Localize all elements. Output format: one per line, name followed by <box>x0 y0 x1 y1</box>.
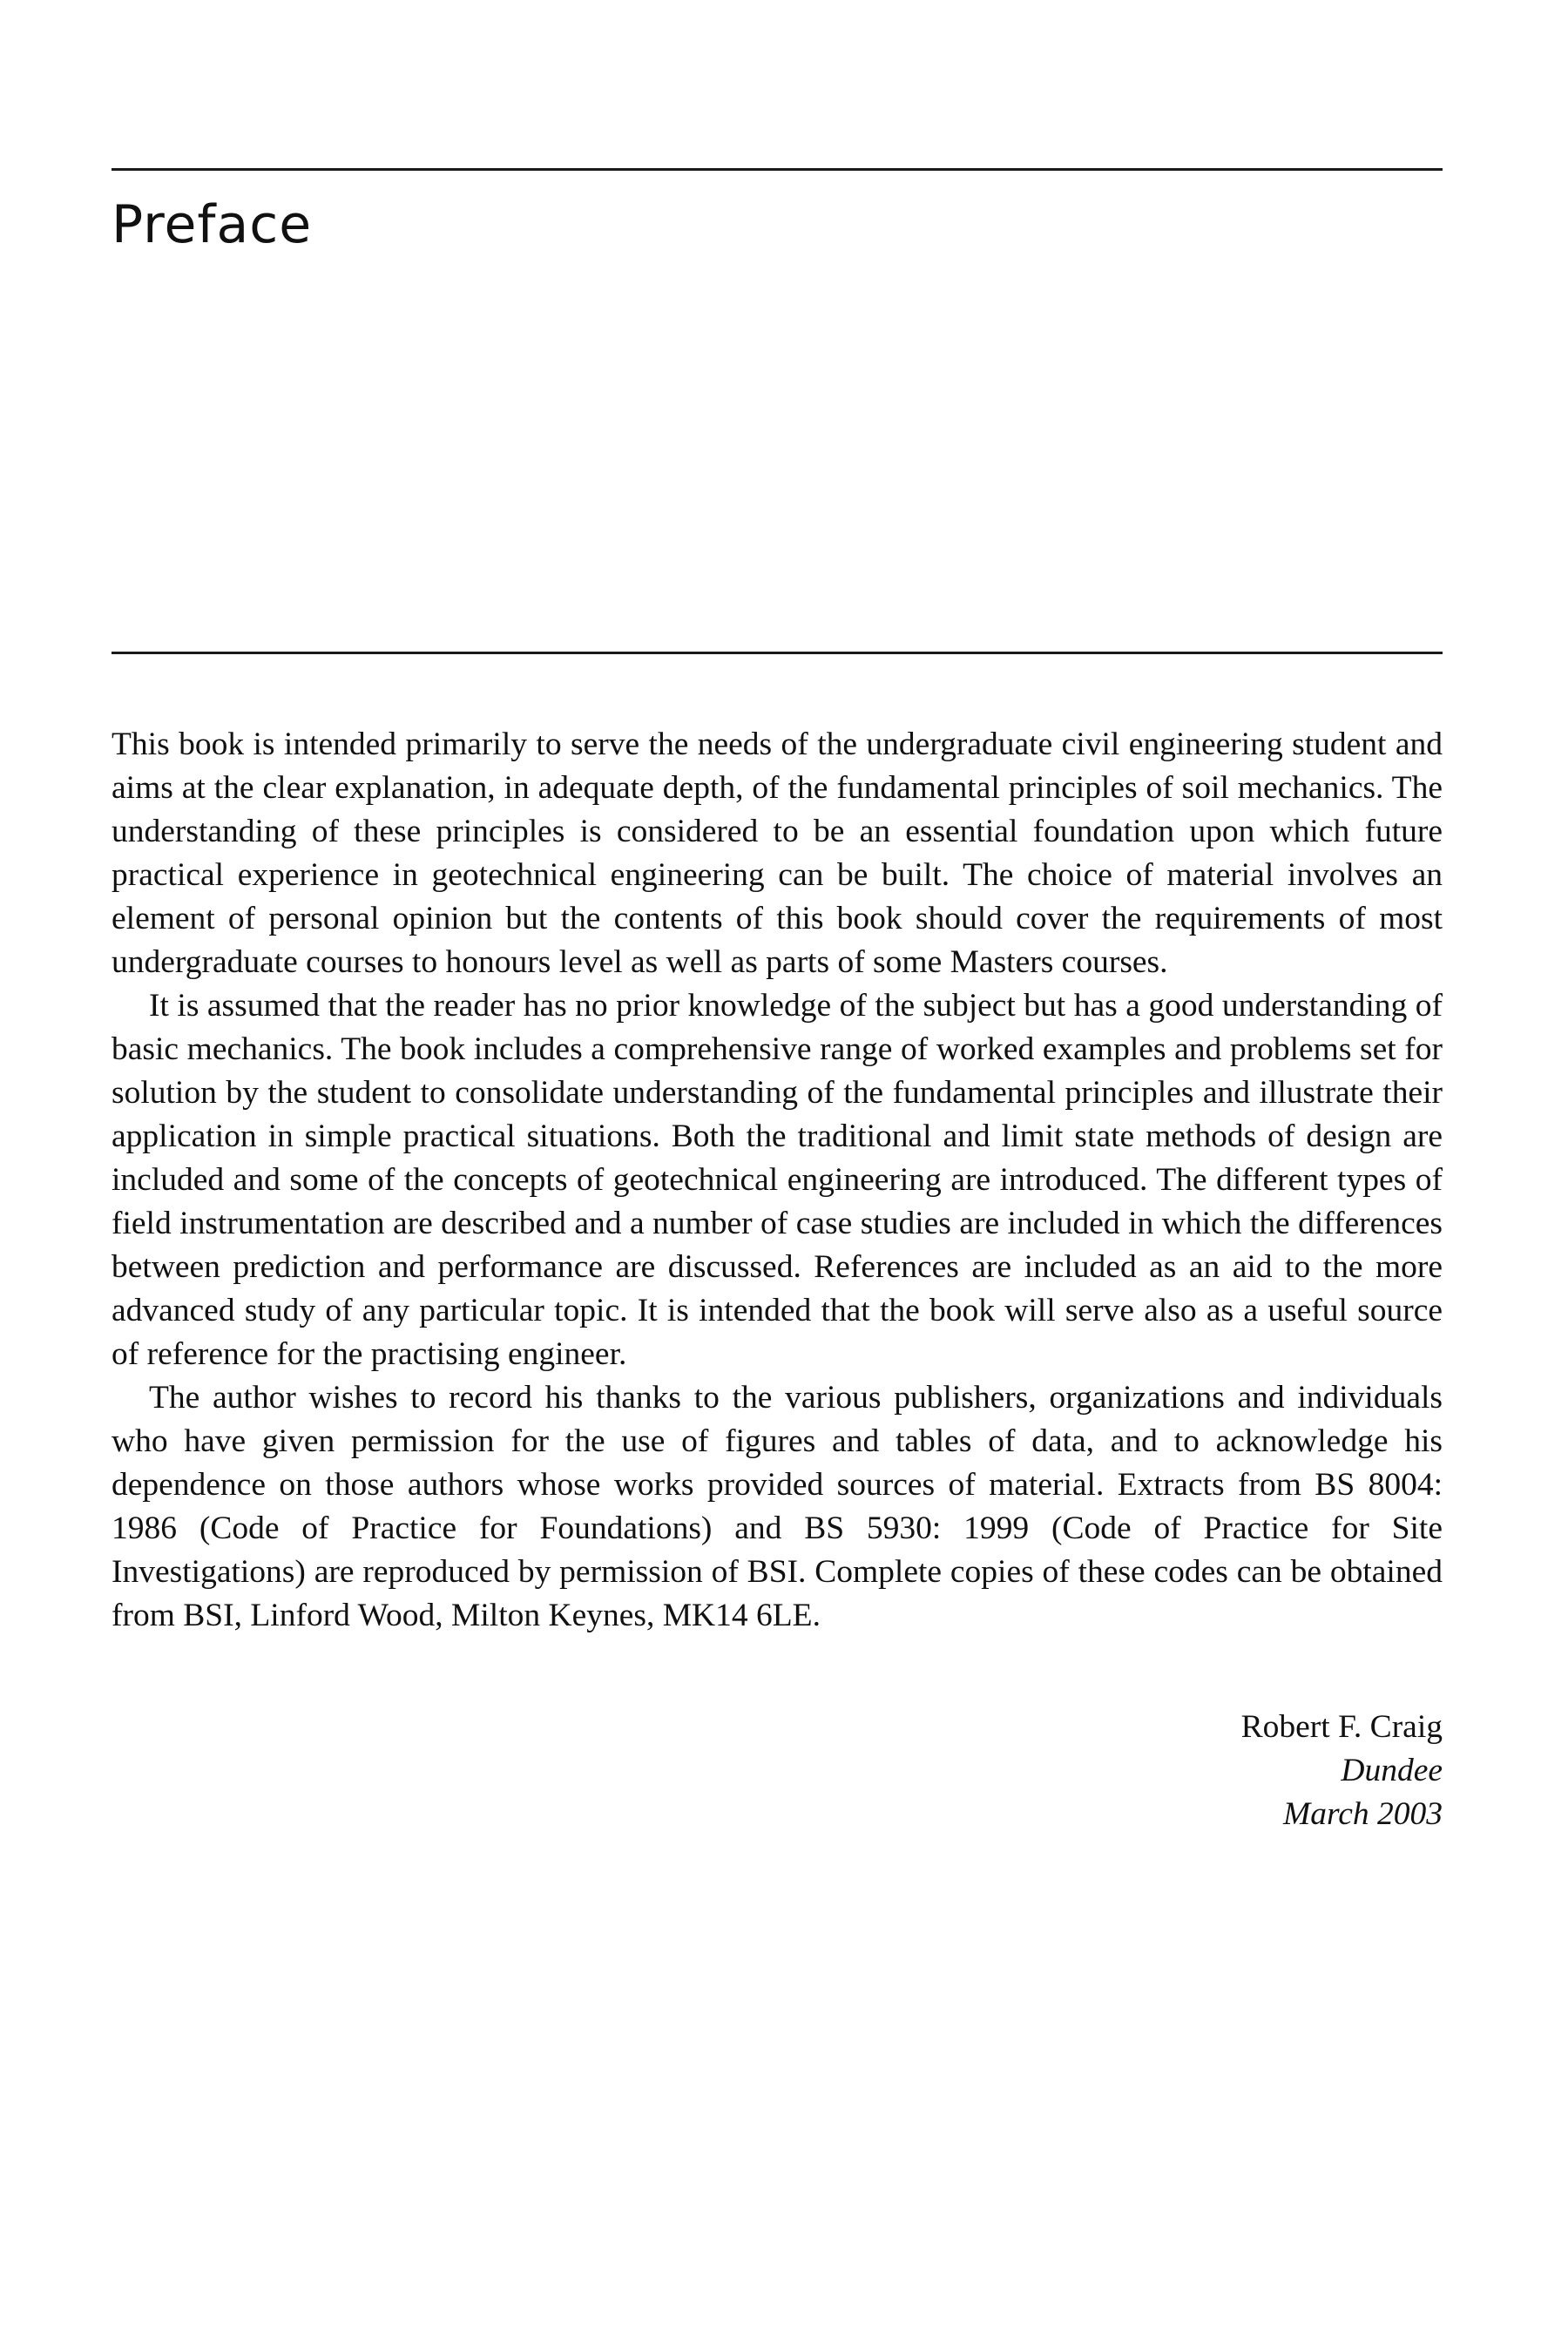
author-name: Robert F. Craig <box>1240 1709 1443 1745</box>
signature-place: Dundee <box>1341 1753 1443 1788</box>
section-divider <box>112 652 1443 654</box>
page-title: Preface <box>112 194 313 255</box>
paragraph-2: It is assumed that the reader has no prior knowledge of the subject but has a good understanding of basic mechanics. The book includes a comprehensive range of worked examples and problems set for solution by the student to consolidate understanding of the fundamental principles and illustrate their application in simple practical situations. Both the traditional and limit state methods of design are included and some of the concepts of geotechnical engineering are introduced. The different types of field instrumentation are described and a number of case studies are included in which the differences between prediction and performance are discussed. References are included as an aid to the more advanced study of any particular topic. It is intended that the book will serve also as a useful source of reference for the practising engineer. <box>112 988 1443 1372</box>
preface-body <box>112 723 1443 1638</box>
signature-block <box>1241 1706 1443 1836</box>
paragraph-1: This book is intended primarily to serve the needs of the undergraduate civil engineering student and aims at the clear explanation, in adequate depth, of the fundamental principles of soil mechanics. The understanding of these principles is considered to be an essential foundation upon which future practical experience in geotechnical engineering can be built. The choice of material involves an element of personal opinion but the contents of this book should cover the requirements of most undergraduate courses to honours level as well as parts of some Masters courses. <box>112 727 1443 980</box>
signature-date: March 2003 <box>1283 1796 1443 1832</box>
paragraph-3: The author wishes to record his thanks to the various publishers, organizations and individuals who have given permission for the use of figures and tables of data, and to acknowledge his dependence on those authors whose works provided sources of material. Extracts from BS 8004: 1986 (Code of Practice for Foundations) and BS 5930: 1999 (Code of Practice for Site Investigations) are reproduced by permission of BSI. Complete copies of these codes can be obtained from BSI, Linford Wood, Milton Keynes, MK14 6LE. <box>112 1380 1443 1633</box>
top-divider <box>112 168 1443 171</box>
